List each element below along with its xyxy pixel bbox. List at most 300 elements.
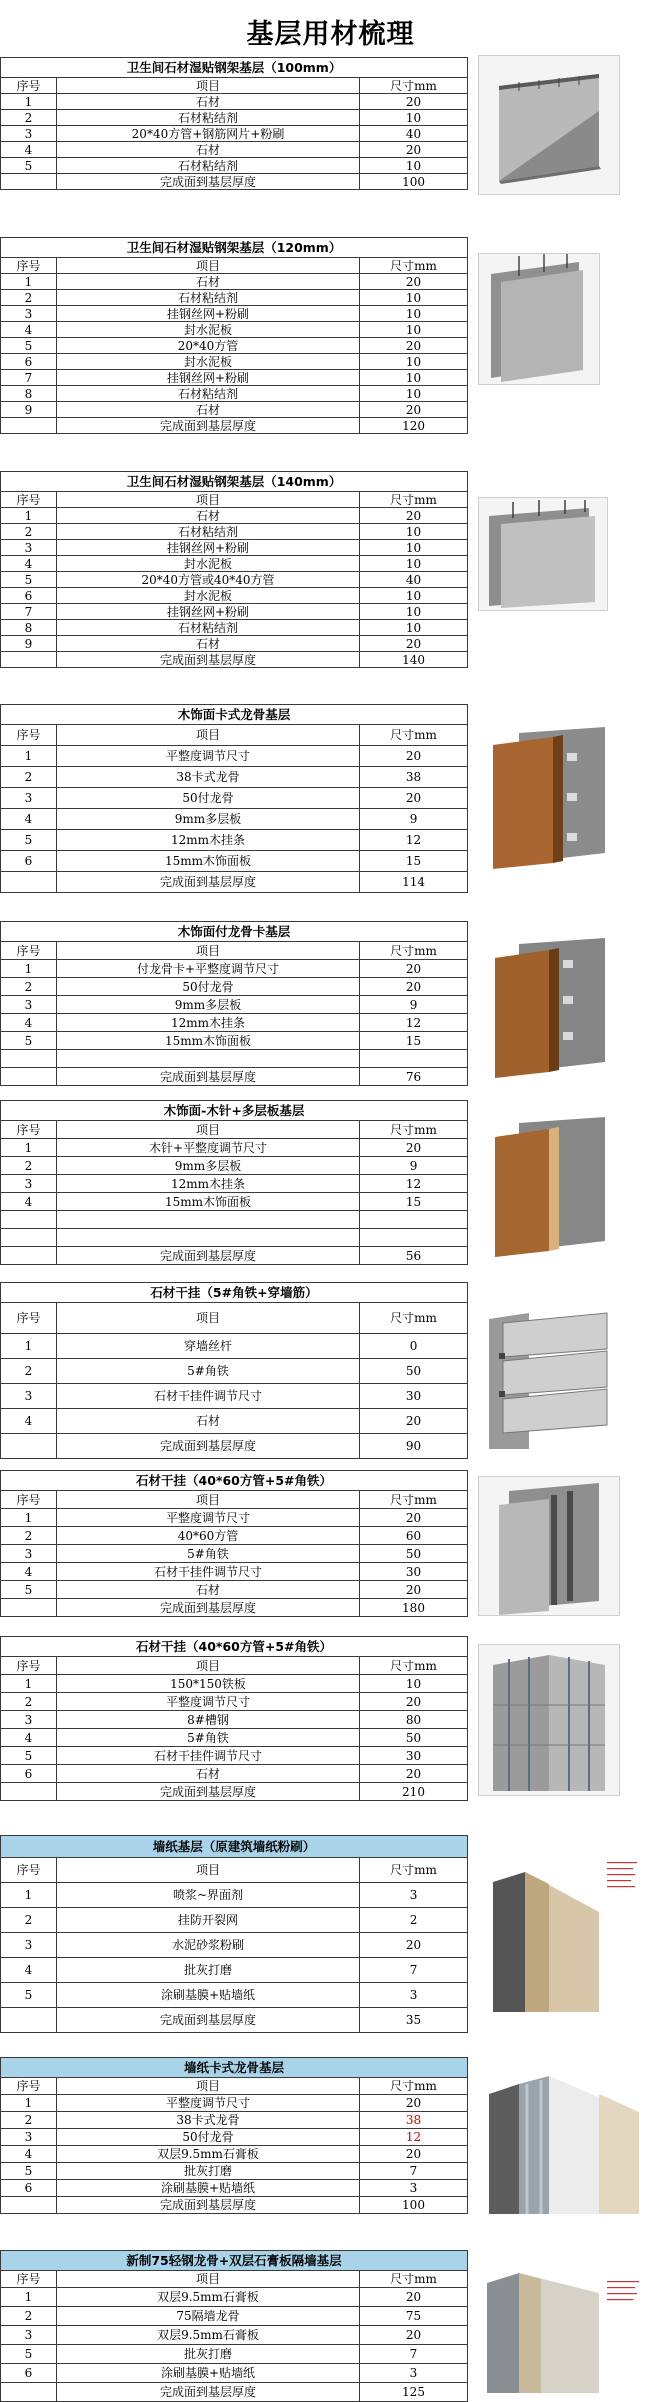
row-item: 石材粘结剂 — [57, 386, 360, 402]
row-no: 1 — [1, 1883, 57, 1908]
table-row — [1, 158, 468, 174]
col-header-no: 序号 — [1, 942, 57, 960]
wood-veneer-diagram — [478, 931, 620, 1081]
row-size: 20 — [360, 1765, 468, 1783]
table-row — [1, 996, 468, 1014]
table-row — [1, 2112, 468, 2129]
col-header-item: 项目 — [57, 1121, 360, 1139]
total-label: 完成面到基层厚度 — [57, 2008, 360, 2033]
table-row — [1, 540, 468, 556]
table-row — [1, 2364, 468, 2383]
total-value: 100 — [360, 174, 468, 190]
row-no: 4 — [1, 556, 57, 572]
row-size: 20 — [360, 788, 468, 809]
row-item: 20*40方管或40*40方管 — [57, 572, 360, 588]
table-row — [1, 1908, 468, 1933]
table-row — [1, 978, 468, 996]
row-no: 2 — [1, 1908, 57, 1933]
table-row — [1, 110, 468, 126]
col-header-size: 尺寸mm — [360, 1491, 468, 1509]
row-no: 5 — [1, 1032, 57, 1050]
row-no: 5 — [1, 2163, 57, 2180]
row-no: 3 — [1, 306, 57, 322]
total-label: 完成面到基层厚度 — [57, 652, 360, 668]
row-size — [360, 1229, 468, 1247]
spec-table — [0, 2250, 468, 2402]
row-size: 20 — [360, 94, 468, 110]
col-header-item: 项目 — [57, 1657, 360, 1675]
stone-dry-hang-diagram — [478, 1644, 620, 1796]
row-size: 10 — [360, 386, 468, 402]
row-no: 2 — [1, 110, 57, 126]
stone-dry-hang-diagram — [478, 1476, 620, 1616]
row-size: 40 — [360, 126, 468, 142]
row-no: 5 — [1, 1747, 57, 1765]
section-title: 卫生间石材湿贴钢架基层（100mm） — [1, 58, 468, 78]
row-no: 2 — [1, 1693, 57, 1711]
row-item: 双层9.5mm石膏板 — [57, 2326, 360, 2345]
row-item: 石材 — [57, 1765, 360, 1783]
table-row — [1, 1175, 468, 1193]
row-size: 20 — [360, 2326, 468, 2345]
row-item: 封水泥板 — [57, 556, 360, 572]
spec-table — [0, 237, 468, 434]
row-no: 1 — [1, 960, 57, 978]
row-item: 双层9.5mm石膏板 — [57, 2288, 360, 2307]
row-item: 平整度调节尺寸 — [57, 1693, 360, 1711]
table-row — [1, 1933, 468, 1958]
row-no: 1 — [1, 508, 57, 524]
row-item: 水泥砂浆粉刷 — [57, 1933, 360, 1958]
table-row — [1, 126, 468, 142]
col-header-item: 项目 — [57, 492, 360, 508]
row-size: 10 — [360, 604, 468, 620]
row-item: 批灰打磨 — [57, 2163, 360, 2180]
row-no: 2 — [1, 2112, 57, 2129]
table-row — [1, 1958, 468, 1983]
section-title: 木饰面-木针+多层板基层 — [1, 1101, 468, 1121]
spec-table — [0, 1835, 468, 2033]
table-row — [1, 1229, 468, 1247]
row-size: 60 — [360, 1527, 468, 1545]
total-row — [1, 418, 468, 434]
table-row — [1, 1983, 468, 2008]
wallpaper-keel-diagram — [478, 2053, 650, 2215]
row-item: 石材干挂件调节尺寸 — [57, 1747, 360, 1765]
row-size: 10 — [360, 306, 468, 322]
total-row — [1, 652, 468, 668]
row-item: 批灰打磨 — [57, 2345, 360, 2364]
table-row — [1, 2288, 468, 2307]
table-row — [1, 290, 468, 306]
row-item: 50付龙骨 — [57, 788, 360, 809]
table-row — [1, 1032, 468, 1050]
row-size: 30 — [360, 1563, 468, 1581]
row-size: 10 — [360, 1675, 468, 1693]
row-size: 12 — [360, 830, 468, 851]
row-no: 9 — [1, 402, 57, 418]
row-size: 20 — [360, 960, 468, 978]
row-item: 5#角铁 — [57, 1729, 360, 1747]
row-no: 5 — [1, 1983, 57, 2008]
row-item — [57, 1229, 360, 1247]
col-header-size: 尺寸mm — [360, 258, 468, 274]
row-item: 20*40方管 — [57, 338, 360, 354]
row-no: 5 — [1, 1581, 57, 1599]
row-size: 20 — [360, 1139, 468, 1157]
section-title: 卫生间石材湿贴钢架基层（120mm） — [1, 238, 468, 258]
stone-wet-paste-diagram — [478, 55, 620, 195]
row-item: 石材粘结剂 — [57, 290, 360, 306]
row-size: 75 — [360, 2307, 468, 2326]
spec-table — [0, 1636, 468, 1801]
col-header-size: 尺寸mm — [360, 942, 468, 960]
row-no: 9 — [1, 636, 57, 652]
section-title: 石材干挂（5#角铁+穿墙筋） — [1, 1283, 468, 1303]
table-row — [1, 572, 468, 588]
row-size: 20 — [360, 402, 468, 418]
row-item: 5#角铁 — [57, 1545, 360, 1563]
row-no: 2 — [1, 1359, 57, 1384]
row-item: 50付龙骨 — [57, 978, 360, 996]
row-item: 12mm木挂条 — [57, 830, 360, 851]
col-header-item: 项目 — [57, 942, 360, 960]
table-row — [1, 2307, 468, 2326]
row-no: 7 — [1, 370, 57, 386]
row-item: 双层9.5mm石膏板 — [57, 2146, 360, 2163]
table-row — [1, 746, 468, 767]
row-size: 20 — [360, 1933, 468, 1958]
row-no: 4 — [1, 1193, 57, 1211]
row-no: 2 — [1, 1157, 57, 1175]
section-title: 墙纸卡式龙骨基层 — [1, 2058, 468, 2078]
row-size: 3 — [360, 2180, 468, 2197]
row-size: 10 — [360, 290, 468, 306]
table-row — [1, 370, 468, 386]
total-value: 125 — [360, 2383, 468, 2402]
table-row — [1, 524, 468, 540]
row-size: 50 — [360, 1729, 468, 1747]
row-no: 4 — [1, 809, 57, 830]
section-title: 木饰面卡式龙骨基层 — [1, 705, 468, 725]
row-no: 5 — [1, 830, 57, 851]
row-no: 3 — [1, 1175, 57, 1193]
table-row — [1, 851, 468, 872]
table-row — [1, 2146, 468, 2163]
row-size: 3 — [360, 1883, 468, 1908]
row-size: 10 — [360, 620, 468, 636]
row-no: 6 — [1, 2364, 57, 2383]
row-item: 封水泥板 — [57, 322, 360, 338]
table-row — [1, 2326, 468, 2345]
spec-table — [0, 1470, 468, 1617]
table-row — [1, 274, 468, 290]
total-row — [1, 1783, 468, 1801]
row-size: 20 — [360, 1693, 468, 1711]
row-item: 150*150铁板 — [57, 1675, 360, 1693]
row-item — [57, 1211, 360, 1229]
col-header-item: 项目 — [57, 1858, 360, 1883]
spec-table — [0, 57, 468, 190]
row-size: 10 — [360, 110, 468, 126]
table-row — [1, 338, 468, 354]
row-size: 20 — [360, 746, 468, 767]
row-no: 3 — [1, 1545, 57, 1563]
row-no: 2 — [1, 978, 57, 996]
row-item: 8#槽钢 — [57, 1711, 360, 1729]
table-row — [1, 1409, 468, 1434]
total-row — [1, 2197, 468, 2214]
table-row — [1, 604, 468, 620]
row-no: 4 — [1, 142, 57, 158]
total-label: 完成面到基层厚度 — [57, 872, 360, 893]
row-no: 6 — [1, 2180, 57, 2197]
row-item: 石材 — [57, 1581, 360, 1599]
row-item: 付龙骨卡+平整度调节尺寸 — [57, 960, 360, 978]
table-row — [1, 1747, 468, 1765]
row-no: 5 — [1, 338, 57, 354]
spec-table — [0, 921, 468, 1086]
total-row — [1, 1068, 468, 1086]
row-no: 7 — [1, 604, 57, 620]
table-row — [1, 1765, 468, 1783]
table-row — [1, 2095, 468, 2112]
total-row — [1, 2008, 468, 2033]
table-row — [1, 636, 468, 652]
stone-dry-hang-diagram — [478, 1298, 620, 1450]
table-row — [1, 2129, 468, 2146]
row-item: 挂钢丝网+粉刷 — [57, 370, 360, 386]
row-no: 1 — [1, 746, 57, 767]
total-label: 完成面到基层厚度 — [57, 174, 360, 190]
row-size: 15 — [360, 851, 468, 872]
total-label: 完成面到基层厚度 — [57, 1599, 360, 1617]
row-size: 50 — [360, 1545, 468, 1563]
table-row — [1, 142, 468, 158]
row-no: 3 — [1, 788, 57, 809]
row-size: 30 — [360, 1384, 468, 1409]
table-row — [1, 402, 468, 418]
col-header-item: 项目 — [57, 1303, 360, 1334]
col-header-item: 项目 — [57, 725, 360, 746]
total-row — [1, 174, 468, 190]
total-value: 56 — [360, 1247, 468, 1265]
table-row — [1, 508, 468, 524]
table-row — [1, 306, 468, 322]
row-size: 20 — [360, 1409, 468, 1434]
total-label: 完成面到基层厚度 — [57, 1434, 360, 1459]
row-size: 10 — [360, 524, 468, 540]
stone-wet-paste-diagram — [478, 497, 608, 611]
row-no: 4 — [1, 1729, 57, 1747]
row-no: 4 — [1, 1409, 57, 1434]
row-size: 7 — [360, 1958, 468, 1983]
col-header-size: 尺寸mm — [360, 1858, 468, 1883]
table-row — [1, 1384, 468, 1409]
row-size: 38 — [360, 2112, 468, 2129]
row-item: 石材干挂件调节尺寸 — [57, 1563, 360, 1581]
row-item: 石材干挂件调节尺寸 — [57, 1384, 360, 1409]
table-row — [1, 1050, 468, 1068]
col-header-size: 尺寸mm — [360, 492, 468, 508]
row-size: 9 — [360, 996, 468, 1014]
row-size: 7 — [360, 2163, 468, 2180]
row-item: 石材粘结剂 — [57, 620, 360, 636]
row-no: 5 — [1, 158, 57, 174]
row-no: 6 — [1, 588, 57, 604]
section-title: 石材干挂（40*60方管+5#角铁） — [1, 1637, 468, 1657]
row-no: 1 — [1, 274, 57, 290]
spec-table — [0, 2057, 468, 2214]
row-size: 10 — [360, 354, 468, 370]
row-item: 石材粘结剂 — [57, 158, 360, 174]
col-header-no: 序号 — [1, 492, 57, 508]
row-size: 12 — [360, 1014, 468, 1032]
row-size: 10 — [360, 322, 468, 338]
section-title: 卫生间石材湿贴钢架基层（140mm） — [1, 472, 468, 492]
section-title: 新制75轻钢龙骨+双层石膏板隔墙基层 — [1, 2251, 468, 2271]
row-item: 石材粘结剂 — [57, 524, 360, 540]
stone-wet-paste-diagram — [478, 253, 600, 385]
wood-veneer-diagram — [478, 1110, 620, 1260]
total-value: 100 — [360, 2197, 468, 2214]
row-size — [360, 1050, 468, 1068]
table-row — [1, 354, 468, 370]
row-size: 20 — [360, 636, 468, 652]
row-item: 封水泥板 — [57, 588, 360, 604]
row-size: 10 — [360, 556, 468, 572]
table-row — [1, 2180, 468, 2197]
row-size: 2 — [360, 1908, 468, 1933]
row-no: 1 — [1, 1675, 57, 1693]
row-item: 挂钢丝网+粉刷 — [57, 540, 360, 556]
row-size: 12 — [360, 2129, 468, 2146]
row-item: 9mm多层板 — [57, 996, 360, 1014]
row-item: 15mm木饰面板 — [57, 1193, 360, 1211]
table-row — [1, 620, 468, 636]
table-row — [1, 1675, 468, 1693]
row-no: 3 — [1, 2129, 57, 2146]
row-size: 20 — [360, 2288, 468, 2307]
row-item — [57, 1050, 360, 1068]
row-no: 6 — [1, 851, 57, 872]
row-size: 3 — [360, 2364, 468, 2383]
row-item: 穿墙丝杆 — [57, 1334, 360, 1359]
col-header-no: 序号 — [1, 258, 57, 274]
col-header-size: 尺寸mm — [360, 78, 468, 94]
section-title: 木饰面付龙骨卡基层 — [1, 922, 468, 942]
table-row — [1, 1545, 468, 1563]
table-row — [1, 1334, 468, 1359]
total-value: 210 — [360, 1783, 468, 1801]
col-header-no: 序号 — [1, 1303, 57, 1334]
section-title: 墙纸基层（原建筑墙纸粉刷） — [1, 1836, 468, 1858]
row-item: 50付龙骨 — [57, 2129, 360, 2146]
total-value: 90 — [360, 1434, 468, 1459]
row-no: 8 — [1, 386, 57, 402]
table-row — [1, 1729, 468, 1747]
row-no: 1 — [1, 1139, 57, 1157]
row-no: 3 — [1, 996, 57, 1014]
row-size: 9 — [360, 1157, 468, 1175]
row-no: 1 — [1, 1334, 57, 1359]
row-size: 10 — [360, 540, 468, 556]
col-header-no: 序号 — [1, 2271, 57, 2288]
row-item: 40*60方管 — [57, 1527, 360, 1545]
plaster-wallpaper-diagram — [478, 1841, 650, 2015]
table-row — [1, 809, 468, 830]
table-row — [1, 1693, 468, 1711]
col-header-size: 尺寸mm — [360, 1303, 468, 1334]
row-item: 挂防开裂网 — [57, 1908, 360, 1933]
wood-veneer-diagram — [478, 722, 620, 872]
row-size: 10 — [360, 370, 468, 386]
row-item: 石材 — [57, 1409, 360, 1434]
table-row — [1, 1359, 468, 1384]
total-value: 180 — [360, 1599, 468, 1617]
row-item: 石材 — [57, 402, 360, 418]
row-size: 20 — [360, 2146, 468, 2163]
row-no: 3 — [1, 1711, 57, 1729]
row-no: 5 — [1, 572, 57, 588]
table-row — [1, 960, 468, 978]
col-header-no: 序号 — [1, 1858, 57, 1883]
row-item: 38卡式龙骨 — [57, 2112, 360, 2129]
row-item: 涂刷基膜+贴墙纸 — [57, 1983, 360, 2008]
row-size: 15 — [360, 1193, 468, 1211]
col-header-size: 尺寸mm — [360, 2078, 468, 2095]
row-no: 6 — [1, 354, 57, 370]
row-item: 9mm多层板 — [57, 809, 360, 830]
row-no: 3 — [1, 1933, 57, 1958]
table-row — [1, 1157, 468, 1175]
total-label: 完成面到基层厚度 — [57, 1783, 360, 1801]
col-header-item: 项目 — [57, 2078, 360, 2095]
table-row — [1, 94, 468, 110]
row-item: 挂钢丝网+粉刷 — [57, 306, 360, 322]
row-no: 2 — [1, 2307, 57, 2326]
row-item: 9mm多层板 — [57, 1157, 360, 1175]
col-header-item: 项目 — [57, 1491, 360, 1509]
row-item: 38卡式龙骨 — [57, 767, 360, 788]
row-size: 10 — [360, 588, 468, 604]
total-label: 完成面到基层厚度 — [57, 2197, 360, 2214]
row-no: 3 — [1, 126, 57, 142]
row-item: 木针+平整度调节尺寸 — [57, 1139, 360, 1157]
row-size — [360, 1211, 468, 1229]
row-no: 1 — [1, 1509, 57, 1527]
row-no: 3 — [1, 2326, 57, 2345]
table-row — [1, 386, 468, 402]
table-row — [1, 1711, 468, 1729]
row-item: 石材粘结剂 — [57, 110, 360, 126]
page-title: 基层用材梳理 — [246, 19, 415, 50]
total-row — [1, 2383, 468, 2402]
row-item: 20*40方管+钢筋网片+粉刷 — [57, 126, 360, 142]
row-no: 3 — [1, 540, 57, 556]
row-item: 12mm木挂条 — [57, 1175, 360, 1193]
total-label: 完成面到基层厚度 — [57, 1068, 360, 1086]
col-header-no: 序号 — [1, 78, 57, 94]
row-no: 4 — [1, 2146, 57, 2163]
table-row — [1, 830, 468, 851]
row-size: 30 — [360, 1747, 468, 1765]
row-no: 4 — [1, 1958, 57, 1983]
col-header-no: 序号 — [1, 1121, 57, 1139]
row-size: 20 — [360, 1581, 468, 1599]
row-item: 石材 — [57, 94, 360, 110]
row-item: 石材 — [57, 142, 360, 158]
